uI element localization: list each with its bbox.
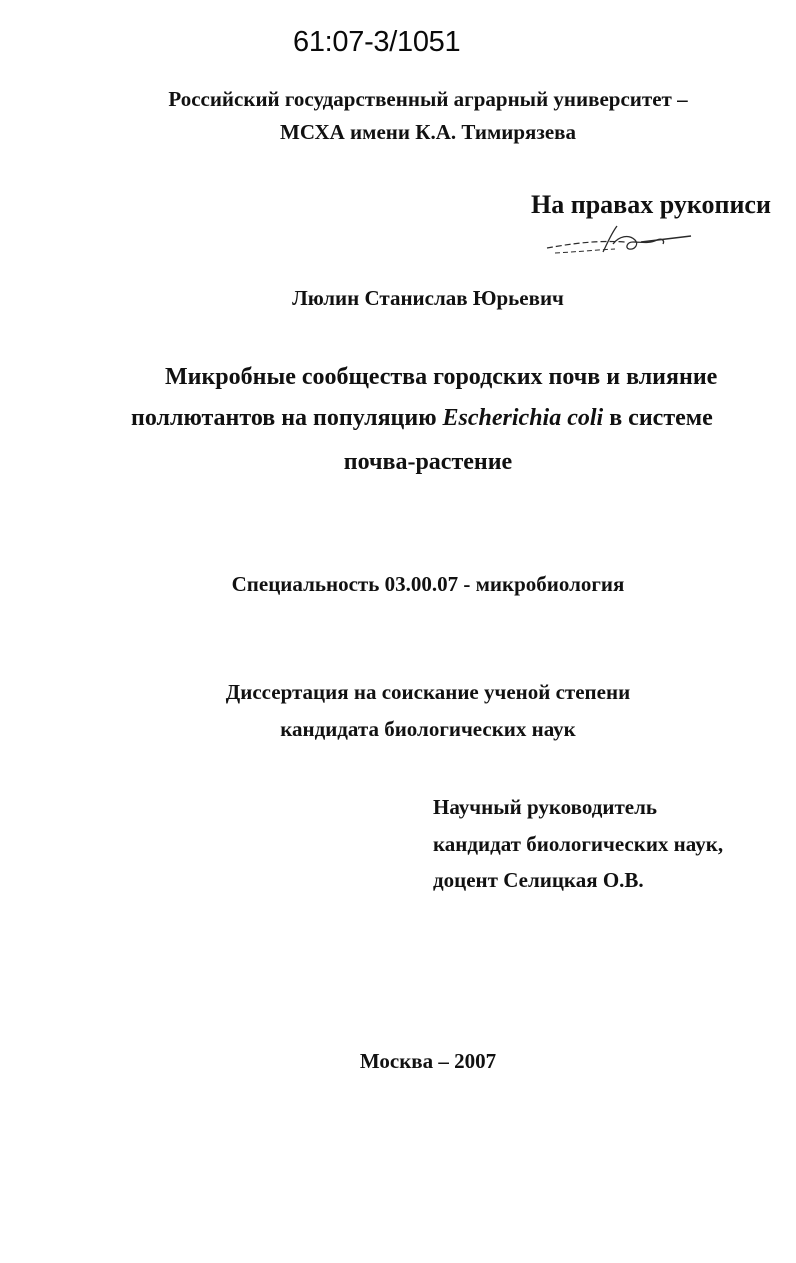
thesis-title-line-2 <box>131 405 713 432</box>
thesis-title-line-1: Микробные сообщества городских почв и влияние <box>165 364 718 390</box>
dissertation-line-1: Диссертация на соискание ученой степени <box>225 680 631 704</box>
supervisor-degree: кандидат биологических наук, <box>433 832 724 856</box>
thesis-title-line-3: почва-растение <box>343 449 513 475</box>
species-name: Escherichia coli <box>442 405 604 431</box>
archive-stamp-number: 61:07-3/1051 <box>293 26 461 58</box>
university-name-line-1: Российский государственный аграрный университет – <box>168 87 688 111</box>
dissertation-line-2: кандидата биологических наук <box>280 717 576 741</box>
supervisor-label: Научный руководитель <box>433 795 657 819</box>
author-name: Люлин Станислав Юрьевич <box>292 286 564 310</box>
supervisor-name: доцент Селицкая О.В. <box>433 868 644 892</box>
title-line-2-start: поллютантов на популяцию <box>131 405 443 431</box>
manuscript-rights-note: На правах рукописи <box>531 190 771 219</box>
title-line-2-end: в системе <box>603 405 713 431</box>
specialty-line: Специальность 03.00.07 - микробиология <box>231 572 625 596</box>
city-year: Москва – 2007 <box>359 1049 497 1073</box>
university-name-line-2: МСХА имени К.А. Тимирязева <box>280 120 576 144</box>
signature-image <box>545 222 695 267</box>
